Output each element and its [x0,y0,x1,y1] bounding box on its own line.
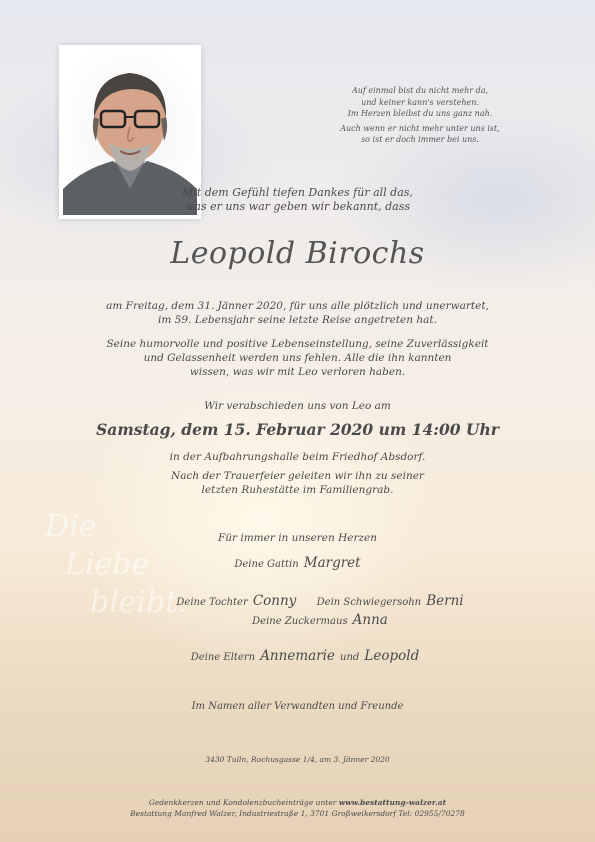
relation-label: Deine Eltern [190,652,256,663]
farewell-date: Samstag, dem 15. Februar 2020 um 14:00 Uhr [96,420,499,439]
poem-line: Auf einmal bist du nicht mehr da, [351,86,489,95]
poem [300,85,540,146]
deceased-name: Leopold Birochs [170,236,425,271]
death-notice [0,299,595,327]
relative-name: Berni [426,593,464,609]
farewell-intro: Wir verabschieden uns von Leo am [204,400,391,412]
family-wife [0,552,595,571]
burial-text [0,469,595,497]
conjunction: und [340,652,360,663]
footer-line-1 [0,797,595,808]
poem-line: Im Herzen bleibst du uns ganz nah. [347,109,493,118]
intro-text [0,186,595,214]
intro-line: Mit dem Gefühl tiefen Dankes für all das, [182,186,413,199]
relative-name: Leopold [364,648,420,664]
poem-line: so ist er doch immer bei uns. [361,135,479,144]
text-line: und Gelassenheit werden uns fehlen. Alle die ihn kannten [143,352,452,364]
text-line: am Freitag, dem 31. Jänner 2020, für uns alle plötzlich und unerwartet, [106,300,489,312]
watermark-line: bleibt. [90,585,187,620]
footer [0,797,595,819]
poem-line: Auch wenn er nicht mehr unter uns ist, [340,123,500,133]
forever-line: Für immer in unseren Herzen [217,532,378,544]
relative-name: Margret [303,555,361,571]
place-date: 3430 Tulln, Rochusgasse 1/4, am 3. Jänner 2020 [205,755,390,764]
family-daughter [0,590,595,609]
family-parents [0,645,595,664]
watermark-line: Liebe [65,547,150,582]
relation-label: Dein Schwiegersohn [316,597,422,608]
poem-line: und keiner kann's verstehen. [361,97,479,107]
relative-name: Anna [352,612,388,628]
text-line: im 59. Lebensjahr seine letzte Reise angetreten hat. [158,314,437,326]
footer-text: Gedenkkerzen und Kondolenzbucheinträge unter [148,798,337,807]
closing-line: Im Namen aller Verwandten und Freunde [191,701,404,712]
family-grandchild [0,609,595,628]
character-text [0,337,595,379]
intro-line: was er uns war geben wir bekannt, dass [184,200,411,213]
relation-label: Deine Zuckermaus [252,616,348,627]
footer-line-2: Bestattung Manfred Walzer, Industriestraße 1, 3701 Großweikersdorf Tel: 02955/70278 [130,809,465,818]
relative-name: Annemarie [260,648,335,664]
text-line: wissen, was wir mit Leo verloren haben. [189,366,406,378]
watermark-line: Die [45,509,97,544]
text-line: letzten Ruhestätte im Familiengrab. [201,484,394,496]
website-link[interactable]: www.bestattung-walzer.at [338,798,447,807]
text-line: Nach der Trauerfeier geleiten wir ihn zu seiner [171,470,424,482]
text-line: Seine humorvolle und positive Lebenseinstellung, seine Zuverlässigkeit [106,338,489,350]
farewell-location: in der Aufbahrungshalle beim Friedhof Absdorf. [169,451,426,463]
relation-label: Deine Tochter [176,597,248,608]
relation-label: Deine Gattin [234,559,299,570]
relative-name: Conny [252,593,297,609]
